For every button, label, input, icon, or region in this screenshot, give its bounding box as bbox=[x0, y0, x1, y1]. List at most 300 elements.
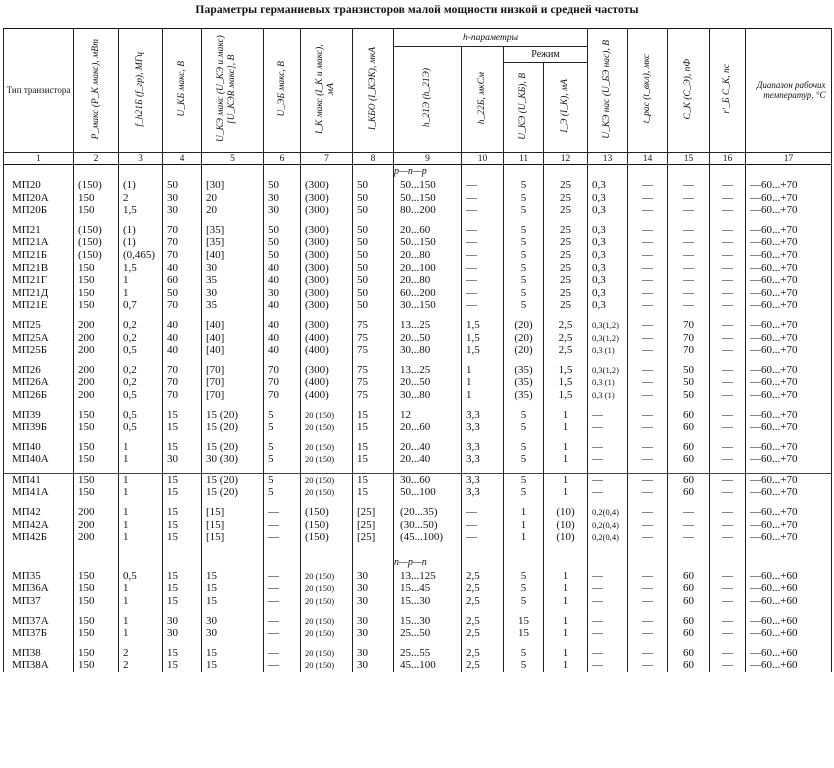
header-h21e: h_21Э (h_21Э) bbox=[394, 47, 462, 153]
rb-ck: — bbox=[710, 236, 746, 249]
table-row bbox=[4, 179, 832, 192]
mode-i: 1 bbox=[544, 441, 588, 454]
t-rise: — bbox=[628, 364, 668, 377]
empty-cell bbox=[628, 357, 668, 364]
h22b: — bbox=[462, 249, 504, 262]
uke-sat: 0,3 bbox=[588, 262, 628, 275]
transistor-type: МП25 bbox=[4, 319, 74, 332]
h21e: 12 bbox=[394, 409, 462, 422]
empty-cell bbox=[119, 434, 163, 441]
ck: — bbox=[668, 287, 710, 300]
spacer-row bbox=[4, 217, 832, 224]
ck: — bbox=[668, 236, 710, 249]
freq: 2 bbox=[119, 647, 163, 660]
empty-cell bbox=[163, 608, 202, 615]
empty-cell bbox=[394, 499, 462, 506]
mode-i: 25 bbox=[544, 249, 588, 262]
rb-ck: — bbox=[710, 595, 746, 608]
mode-u: 1 bbox=[504, 519, 544, 532]
rb-ck: — bbox=[710, 473, 746, 486]
freq: 1 bbox=[119, 441, 163, 454]
column-numbers-row bbox=[4, 153, 832, 165]
empty-cell bbox=[628, 466, 668, 474]
t-rise: — bbox=[628, 249, 668, 262]
power-max: 150 bbox=[74, 627, 119, 640]
empty-cell bbox=[504, 466, 544, 474]
spacer-row bbox=[4, 312, 832, 319]
mode-u: 5 bbox=[504, 224, 544, 237]
ik-max: (400) bbox=[301, 389, 353, 402]
uke-max: 35 bbox=[202, 299, 264, 312]
ikbo: 75 bbox=[353, 332, 394, 345]
ik-max: (400) bbox=[301, 376, 353, 389]
h21e: 25...55 bbox=[394, 647, 462, 660]
transistor-type: МП20 bbox=[4, 179, 74, 192]
t-rise: — bbox=[628, 421, 668, 434]
h21e: 30...150 bbox=[394, 299, 462, 312]
h21e: 15...30 bbox=[394, 595, 462, 608]
t-rise: — bbox=[628, 473, 668, 486]
ukb-max: 70 bbox=[163, 364, 202, 377]
uke-max: [40] bbox=[202, 319, 264, 332]
temp-range: —60...+70 bbox=[746, 249, 832, 262]
empty-cell bbox=[163, 640, 202, 647]
empty-cell bbox=[74, 608, 119, 615]
table-row bbox=[4, 249, 832, 262]
empty-cell bbox=[74, 402, 119, 409]
transistor-type: МП37А bbox=[4, 615, 74, 628]
uke-max: 15 (20) bbox=[202, 409, 264, 422]
power-max: 150 bbox=[74, 582, 119, 595]
ck: — bbox=[668, 531, 710, 544]
power-max: 150 bbox=[74, 299, 119, 312]
uke-sat: — bbox=[588, 627, 628, 640]
ck: — bbox=[668, 519, 710, 532]
column-number: 6 bbox=[264, 153, 301, 165]
transistor-type: МП39 bbox=[4, 409, 74, 422]
table-row bbox=[4, 224, 832, 237]
uke-sat: — bbox=[588, 615, 628, 628]
table-row bbox=[4, 192, 832, 205]
ukb-max: 40 bbox=[163, 262, 202, 275]
temp-range: —60...+70 bbox=[746, 332, 832, 345]
ueb-max: — bbox=[264, 519, 301, 532]
transistor-type: МП39Б bbox=[4, 421, 74, 434]
uke-sat: 0,3(1,2) bbox=[588, 364, 628, 377]
empty-cell bbox=[504, 402, 544, 409]
h22b: 3,3 bbox=[462, 473, 504, 486]
h21e: 15...30 bbox=[394, 615, 462, 628]
mode-u: 5 bbox=[504, 582, 544, 595]
ukb-max: 15 bbox=[163, 582, 202, 595]
ik-max: (400) bbox=[301, 332, 353, 345]
empty-cell bbox=[264, 640, 301, 647]
empty-cell bbox=[394, 217, 462, 224]
empty-cell bbox=[746, 499, 832, 506]
uke-max: [15] bbox=[202, 531, 264, 544]
column-number: 3 bbox=[119, 153, 163, 165]
empty-cell bbox=[588, 217, 628, 224]
empty-cell bbox=[544, 499, 588, 506]
uke-max: [70] bbox=[202, 364, 264, 377]
column-number: 16 bbox=[710, 153, 746, 165]
rb-ck: — bbox=[710, 582, 746, 595]
rb-ck: — bbox=[710, 531, 746, 544]
uke-max: [40] bbox=[202, 344, 264, 357]
power-max: (150) bbox=[74, 236, 119, 249]
uke-sat: 0,3 bbox=[588, 236, 628, 249]
header-uke-sat: U_КЭ нас (U_БЭ нас), В bbox=[588, 29, 628, 153]
t-rise: — bbox=[628, 236, 668, 249]
empty-cell bbox=[746, 640, 832, 647]
power-max: 150 bbox=[74, 453, 119, 466]
power-max: 150 bbox=[74, 262, 119, 275]
ukb-max: 15 bbox=[163, 570, 202, 583]
mode-u: 5 bbox=[504, 192, 544, 205]
power-max: 200 bbox=[74, 531, 119, 544]
ik-max: (300) bbox=[301, 224, 353, 237]
ck: 60 bbox=[668, 486, 710, 499]
empty-cell bbox=[202, 402, 264, 409]
rb-ck: — bbox=[710, 421, 746, 434]
power-max: 150 bbox=[74, 287, 119, 300]
table-row bbox=[4, 262, 832, 275]
empty-cell bbox=[301, 402, 353, 409]
rb-ck: — bbox=[710, 486, 746, 499]
empty-cell bbox=[202, 556, 264, 570]
ueb-max: — bbox=[264, 627, 301, 640]
ueb-max: 5 bbox=[264, 473, 301, 486]
uke-max: 20 bbox=[202, 204, 264, 217]
freq: 0,2 bbox=[119, 319, 163, 332]
ukb-max: 15 bbox=[163, 409, 202, 422]
table-row bbox=[4, 570, 832, 583]
empty-cell bbox=[4, 165, 74, 180]
ukb-max: 60 bbox=[163, 274, 202, 287]
ukb-max: 30 bbox=[163, 453, 202, 466]
empty-cell bbox=[353, 402, 394, 409]
empty-cell bbox=[394, 544, 462, 556]
h21e: 50...150 bbox=[394, 192, 462, 205]
ck: — bbox=[668, 506, 710, 519]
temp-range: —60...+70 bbox=[746, 179, 832, 192]
t-rise: — bbox=[628, 519, 668, 532]
ik-max: 20 (150) bbox=[301, 421, 353, 434]
h21e: (30...50) bbox=[394, 519, 462, 532]
ikbo: 30 bbox=[353, 595, 394, 608]
ikbo: 15 bbox=[353, 486, 394, 499]
ueb-max: 70 bbox=[264, 364, 301, 377]
temp-range: —60...+60 bbox=[746, 595, 832, 608]
empty-cell bbox=[394, 640, 462, 647]
power-max: 200 bbox=[74, 519, 119, 532]
uke-max: 30 bbox=[202, 627, 264, 640]
empty-cell bbox=[353, 544, 394, 556]
empty-cell bbox=[119, 466, 163, 474]
t-rise: — bbox=[628, 344, 668, 357]
header-ck: C_К (C_Э), пФ bbox=[668, 29, 710, 153]
ikbo: 50 bbox=[353, 287, 394, 300]
empty-cell bbox=[202, 499, 264, 506]
rb-ck: — bbox=[710, 615, 746, 628]
empty-cell bbox=[668, 434, 710, 441]
ikbo: 30 bbox=[353, 570, 394, 583]
ikbo: 50 bbox=[353, 236, 394, 249]
column-number: 12 bbox=[544, 153, 588, 165]
empty-cell bbox=[163, 499, 202, 506]
h22b: — bbox=[462, 192, 504, 205]
mode-i: 25 bbox=[544, 299, 588, 312]
h22b: 2,5 bbox=[462, 627, 504, 640]
empty-cell bbox=[588, 556, 628, 570]
empty-cell bbox=[264, 217, 301, 224]
table-row bbox=[4, 287, 832, 300]
ueb-max: — bbox=[264, 582, 301, 595]
table-row bbox=[4, 204, 832, 217]
transistor-type: МП20А bbox=[4, 192, 74, 205]
empty-cell bbox=[462, 499, 504, 506]
empty-cell bbox=[74, 217, 119, 224]
h21e: 30...80 bbox=[394, 389, 462, 402]
ukb-max: 40 bbox=[163, 319, 202, 332]
mode-i: (10) bbox=[544, 531, 588, 544]
t-rise: — bbox=[628, 441, 668, 454]
uke-max: [15] bbox=[202, 519, 264, 532]
uke-max: 30 bbox=[202, 615, 264, 628]
h21e: 20...40 bbox=[394, 441, 462, 454]
freq: 0,2 bbox=[119, 376, 163, 389]
empty-cell bbox=[119, 402, 163, 409]
t-rise: — bbox=[628, 647, 668, 660]
power-max: 150 bbox=[74, 647, 119, 660]
mode-u: 5 bbox=[504, 570, 544, 583]
freq: 2 bbox=[119, 192, 163, 205]
table-row bbox=[4, 595, 832, 608]
transistor-type: МП21В bbox=[4, 262, 74, 275]
h22b: — bbox=[462, 299, 504, 312]
power-max: 200 bbox=[74, 332, 119, 345]
h21e: (20...35) bbox=[394, 506, 462, 519]
mode-i: (10) bbox=[544, 519, 588, 532]
empty-cell bbox=[462, 357, 504, 364]
temp-range: —60...+70 bbox=[746, 364, 832, 377]
empty-cell bbox=[4, 312, 74, 319]
uke-sat: — bbox=[588, 421, 628, 434]
table-row bbox=[4, 453, 832, 466]
ukb-max: 15 bbox=[163, 421, 202, 434]
freq: 2 bbox=[119, 659, 163, 672]
empty-cell bbox=[264, 466, 301, 474]
temp-range: —60...+70 bbox=[746, 453, 832, 466]
ueb-max: — bbox=[264, 595, 301, 608]
empty-cell bbox=[353, 556, 394, 570]
uke-max: 35 bbox=[202, 274, 264, 287]
ikbo: 15 bbox=[353, 441, 394, 454]
ck: — bbox=[668, 249, 710, 262]
spacer-row bbox=[4, 640, 832, 647]
empty-cell bbox=[710, 434, 746, 441]
ukb-max: 15 bbox=[163, 486, 202, 499]
transistor-type: МП26Б bbox=[4, 389, 74, 402]
ueb-max: 5 bbox=[264, 453, 301, 466]
ukb-max: 50 bbox=[163, 179, 202, 192]
table-row bbox=[4, 344, 832, 357]
uke-max: [40] bbox=[202, 249, 264, 262]
empty-cell bbox=[544, 357, 588, 364]
empty-cell bbox=[588, 544, 628, 556]
uke-max: 15 (20) bbox=[202, 441, 264, 454]
empty-cell bbox=[588, 402, 628, 409]
table-row bbox=[4, 274, 832, 287]
power-max: 200 bbox=[74, 319, 119, 332]
ik-max: (150) bbox=[301, 531, 353, 544]
empty-cell bbox=[588, 466, 628, 474]
empty-cell bbox=[710, 556, 746, 570]
h22b: — bbox=[462, 179, 504, 192]
h22b: — bbox=[462, 224, 504, 237]
freq: 1 bbox=[119, 519, 163, 532]
rb-ck: — bbox=[710, 344, 746, 357]
mode-i: 1 bbox=[544, 486, 588, 499]
freq: 0,7 bbox=[119, 299, 163, 312]
ck: — bbox=[668, 274, 710, 287]
ueb-max: 50 bbox=[264, 236, 301, 249]
empty-cell bbox=[544, 312, 588, 319]
empty-cell bbox=[4, 357, 74, 364]
power-max: 150 bbox=[74, 409, 119, 422]
ueb-max: — bbox=[264, 659, 301, 672]
empty-cell bbox=[353, 608, 394, 615]
empty-cell bbox=[628, 217, 668, 224]
uke-max: 15 bbox=[202, 582, 264, 595]
ikbo: 50 bbox=[353, 179, 394, 192]
freq: 0,5 bbox=[119, 389, 163, 402]
h22b: — bbox=[462, 506, 504, 519]
h21e: 50...100 bbox=[394, 486, 462, 499]
uke-max: [70] bbox=[202, 389, 264, 402]
mode-u: 15 bbox=[504, 615, 544, 628]
uke-max: 15 (20) bbox=[202, 421, 264, 434]
ik-max: 20 (150) bbox=[301, 582, 353, 595]
ikbo: 15 bbox=[353, 453, 394, 466]
h22b: — bbox=[462, 204, 504, 217]
freq: 0,5 bbox=[119, 409, 163, 422]
uke-sat: 0,3 bbox=[588, 287, 628, 300]
uke-sat: — bbox=[588, 595, 628, 608]
empty-cell bbox=[353, 466, 394, 474]
t-rise: — bbox=[628, 287, 668, 300]
empty-cell bbox=[301, 434, 353, 441]
h22b: — bbox=[462, 531, 504, 544]
t-rise: — bbox=[628, 627, 668, 640]
rb-ck: — bbox=[710, 376, 746, 389]
empty-cell bbox=[628, 556, 668, 570]
column-number: 15 bbox=[668, 153, 710, 165]
empty-cell bbox=[202, 608, 264, 615]
empty-cell bbox=[353, 434, 394, 441]
rb-ck: — bbox=[710, 192, 746, 205]
column-number: 10 bbox=[462, 153, 504, 165]
ueb-max: 70 bbox=[264, 389, 301, 402]
ck: 60 bbox=[668, 647, 710, 660]
freq: (1) bbox=[119, 236, 163, 249]
empty-cell bbox=[668, 165, 710, 180]
h21e: 20...50 bbox=[394, 332, 462, 345]
h21e: 20...60 bbox=[394, 421, 462, 434]
empty-cell bbox=[163, 402, 202, 409]
header-power: P_макс (P_К макс), мВт bbox=[74, 29, 119, 153]
empty-cell bbox=[462, 312, 504, 319]
uke-sat: 0,3 bbox=[588, 299, 628, 312]
spacer-row bbox=[4, 466, 832, 474]
empty-cell bbox=[74, 499, 119, 506]
mode-u: 5 bbox=[504, 179, 544, 192]
rb-ck: — bbox=[710, 204, 746, 217]
temp-range: —60...+70 bbox=[746, 506, 832, 519]
power-max: 150 bbox=[74, 473, 119, 486]
empty-cell bbox=[710, 466, 746, 474]
header-mode-u: U_КЭ (U_КБ), В bbox=[504, 63, 544, 153]
t-rise: — bbox=[628, 615, 668, 628]
transistor-type: МП37 bbox=[4, 595, 74, 608]
power-max: 200 bbox=[74, 344, 119, 357]
freq: 1 bbox=[119, 582, 163, 595]
ik-max: (300) bbox=[301, 192, 353, 205]
freq: 1 bbox=[119, 595, 163, 608]
transistor-type: МП42Б bbox=[4, 531, 74, 544]
empty-cell bbox=[628, 640, 668, 647]
mode-u: 5 bbox=[504, 274, 544, 287]
table-row bbox=[4, 531, 832, 544]
rb-ck: — bbox=[710, 262, 746, 275]
uke-max: [30] bbox=[202, 179, 264, 192]
power-max: 150 bbox=[74, 192, 119, 205]
empty-cell bbox=[710, 402, 746, 409]
temp-range: —60...+70 bbox=[746, 376, 832, 389]
header-uke-max: U_КЭ макс (U_КЭ и макс) [U_КЭR макс], В bbox=[202, 29, 264, 153]
empty-cell bbox=[163, 165, 202, 180]
empty-cell bbox=[4, 556, 74, 570]
freq: 1 bbox=[119, 615, 163, 628]
freq: 1,5 bbox=[119, 204, 163, 217]
transistor-type: МП38 bbox=[4, 647, 74, 660]
empty-cell bbox=[746, 357, 832, 364]
ukb-max: 70 bbox=[163, 376, 202, 389]
uke-max: [15] bbox=[202, 506, 264, 519]
empty-cell bbox=[119, 499, 163, 506]
empty-cell bbox=[301, 217, 353, 224]
mode-u: (20) bbox=[504, 332, 544, 345]
ck: 60 bbox=[668, 409, 710, 422]
temp-range: —60...+70 bbox=[746, 204, 832, 217]
empty-cell bbox=[353, 357, 394, 364]
ik-max: (300) bbox=[301, 299, 353, 312]
mode-i: 1 bbox=[544, 595, 588, 608]
h21e: 30...60 bbox=[394, 473, 462, 486]
ukb-max: 15 bbox=[163, 659, 202, 672]
h21e: 20...50 bbox=[394, 376, 462, 389]
uke-max: 15 bbox=[202, 659, 264, 672]
uke-max: 30 bbox=[202, 262, 264, 275]
empty-cell bbox=[462, 608, 504, 615]
temp-range: —60...+70 bbox=[746, 192, 832, 205]
mode-i: 1 bbox=[544, 627, 588, 640]
h22b: 1,5 bbox=[462, 332, 504, 345]
power-max: (150) bbox=[74, 224, 119, 237]
empty-cell bbox=[163, 544, 202, 556]
transistor-type: МП21 bbox=[4, 224, 74, 237]
table-row bbox=[4, 364, 832, 377]
